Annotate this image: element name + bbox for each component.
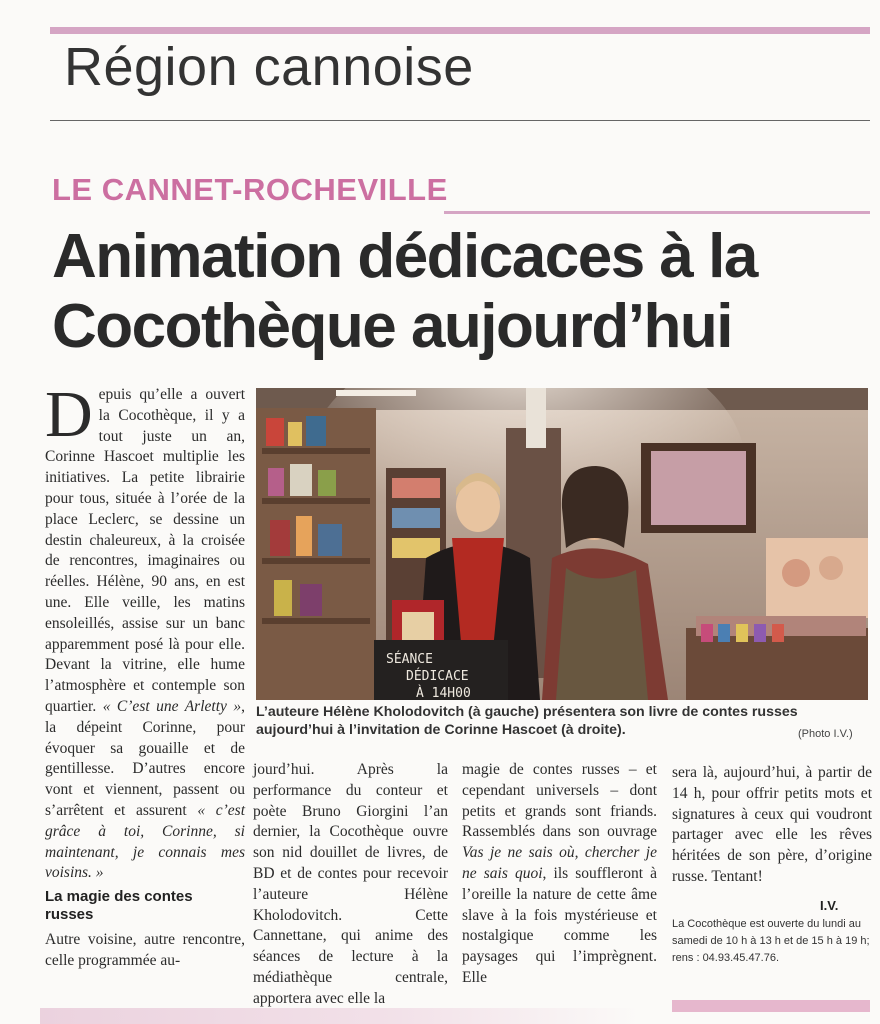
article-column-3 [462,760,657,989]
article-headline: Animation dédicaces à la Cocothèque aujourd’hui [52,222,757,361]
subheading: La magie des contes russes [45,888,193,923]
column-2-text: jourd’hui. Après la performance du conteur et poète Bruno Giorgini l’an dernier, la Cocothèque ouvre son nid douillet de livres, de BD et de contes pour recevoir l’auteure Hélène Kholodovitch. Cette Cannettane, qui anime des séances de lecture à la médiathèque centrale, apportera avec elle la [253,761,448,1007]
book-title: Vas je ne sais où, chercher je ne sais quoi [462,844,657,882]
neighbours-quote: « c’est grâce à toi, Corinne, si maintenant, je connais mes voisins. » [45,801,246,882]
article-column-4 [672,763,872,888]
column-1-bottom-text: Autre voisine, autre rencontre, celle programmée au- [45,931,245,969]
chalkboard-line-3: À 14H00 [416,686,471,700]
photo-credit: (Photo I.V.) [798,728,853,740]
locality-rule [444,211,870,214]
section-header: Région cannoise [64,37,474,97]
practical-info: La Cocothèque est ouverte du lundi au samedi de 10 h à 13 h et de 15 h à 19 h; rens : 04.93.45.47.76. [672,918,870,964]
chalkboard-line-2: DÉDICACE [406,669,469,684]
column-1-continued: , la dépeint Corinne, pour évoquer sa gouaille et de gentillesse. D’autres encore vont et viennent, passent ou s’arrêtent et assurent [45,697,245,819]
next-article-cut-band [40,1008,640,1024]
photo-caption: L’auteure Hélène Kholodovitch (à gauche) présentera son livre de contes russes aujourd’hui à l’invitation de Corinne Hascoet (à droite). [256,704,798,738]
bookshop-photo-illustration [256,388,868,700]
column-3-continued: , ils souffleront à l’oreille la nature de cette âme slave à la fois mystérieuse et nostalgique comme les paysages qui l’imprègnent. Elle [462,864,657,986]
author-signature: I.V. [820,898,839,913]
article-column-1-bottom [45,930,245,972]
chalkboard-line-1: SÉANCE [386,652,433,667]
bottom-pink-rule [672,1000,870,1012]
top-pink-rule [50,27,870,34]
locality-kicker: LE CANNET-ROCHEVILLE [52,172,448,207]
article-photo [256,388,868,700]
column-1-text: epuis qu’elle a ouvert la Cocothèque, il y a tout juste un an, Corinne Hascoet multiplie les initiatives. La petite librairie pour tous, située à l’orée de la place Leclerc, se dessine un destin chaleureux, à la croisée de rencontres, imaginaires ou réelles. Hélène, 90 ans, en est une. Elle veille, les matins ensoleillés, assise sur un banc apparemment posé là pour elle. Devant la vitrine, elle hume l’atmosphère et contemple son quartier. [45,386,245,715]
arletty-quote: « C’est une Arletty » [102,697,242,715]
section-divider [50,120,870,121]
column-3-text: magie de contes russes – et cependant universels – dont petits et grands sont friands. Rassemblés dans son ouvrage [462,761,657,841]
article-column-2 [253,760,448,1010]
column-4-text: sera là, aujourd’hui, à partir de 14 h, pour offrir petits mots et signatures à ceux qui voudront partager avec elle les rêves héritées de son père, d’origine russe. Tentant! [672,764,872,885]
drop-cap: D [45,378,93,451]
article-column-1 [45,378,246,884]
